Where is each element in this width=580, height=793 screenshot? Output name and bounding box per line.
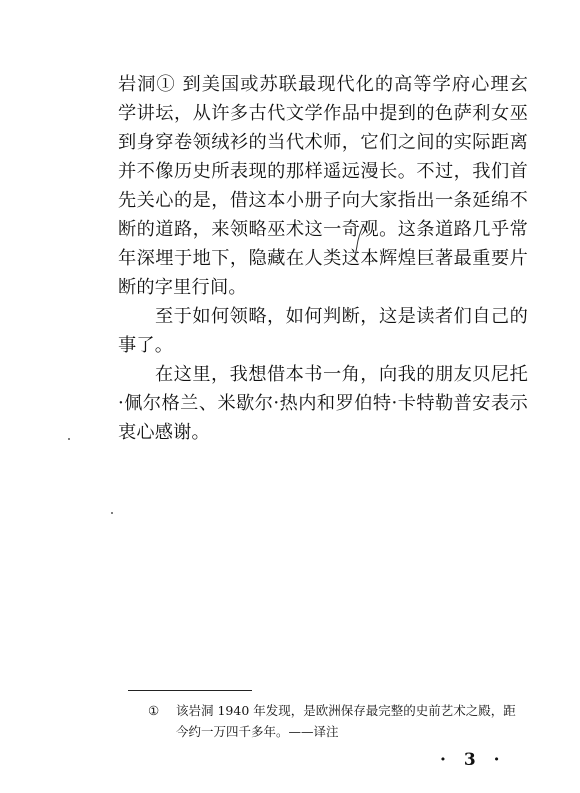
paragraph-3: 在这里，我想借本书一角，向我的朋友贝尼托·佩尔格兰、米歇尔·热内和罗伯特·卡特勒普安表示衷心感谢。 [118,364,528,443]
footnote-text: 该岩洞 1940 年发现，是欧洲保存最完整的史前艺术之殿，距今约一万四千多年。——译注 [176,703,516,739]
pen-mark [352,222,368,262]
footnote-rule [128,690,252,691]
paragraph-1: 岩洞① 到美国或苏联最现代化的高等学府心理玄学讲坛，从许多古代文学作品中提到的色萨利女巫到身穿卷领绒衫的当代术师，它们之间的实际距离并不像历史所表现的那样遥远漫长。不过，我们首先关心的是，借这本小册子向大家指出一条延绵不断的道路，来领略巫术这一奇观。这条道路几乎常年深埋于地下，隐藏在人类这本辉煌巨著最重要片断的字里行间。 [118,74,528,298]
page-number: · 3 · [440,750,506,770]
scan-speck [111,512,113,514]
footnote-marker: ① [148,703,160,718]
paragraph-2: 至于如何领略，如何判断，这是读者们自己的事了。 [118,306,528,356]
body-text [118,70,528,447]
scan-speck [68,438,70,440]
footnote [148,700,528,742]
